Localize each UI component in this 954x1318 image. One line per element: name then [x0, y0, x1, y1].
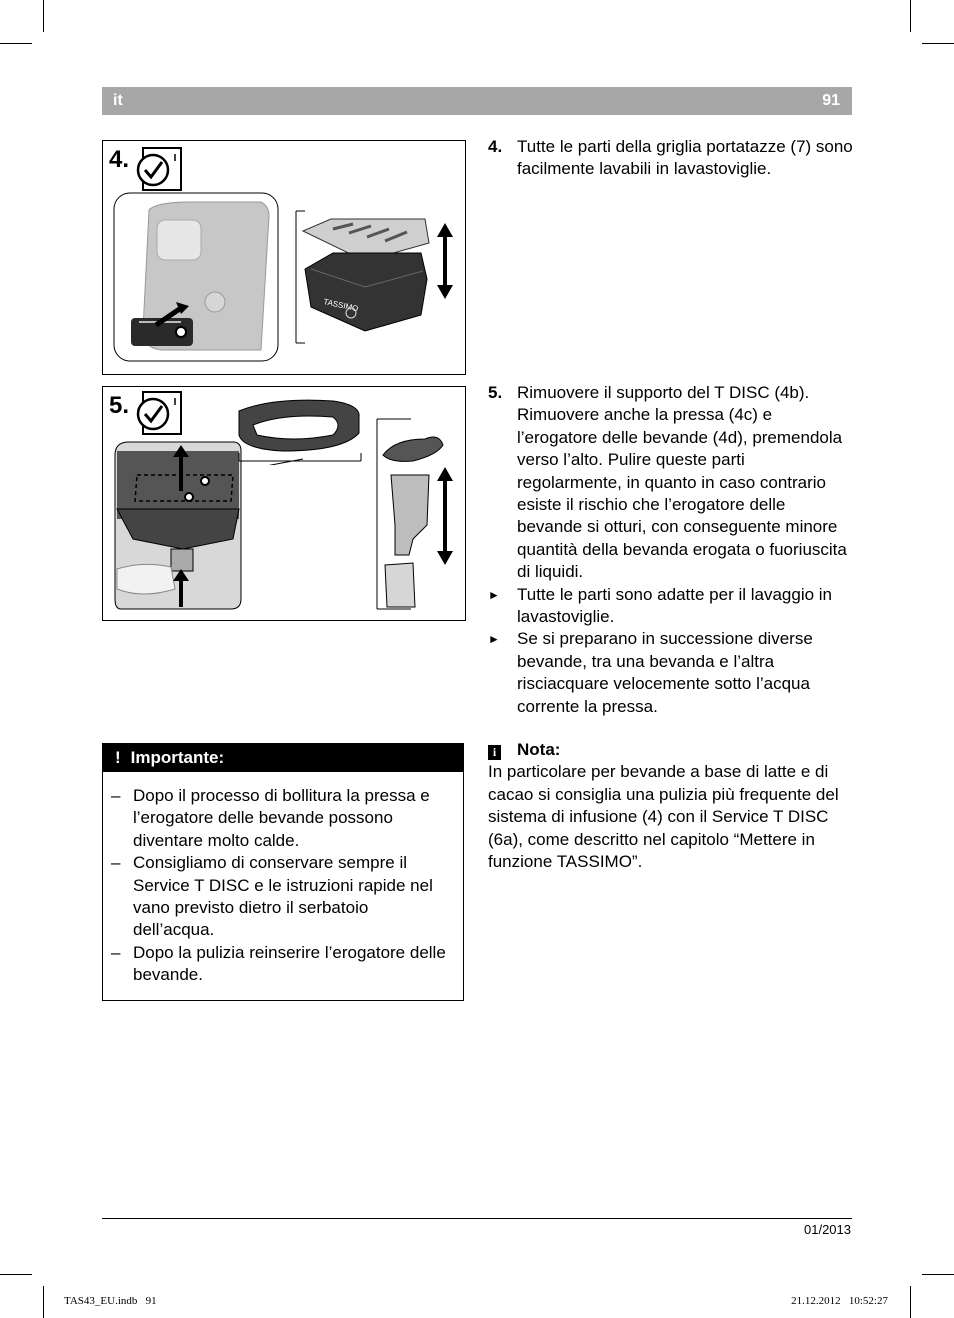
figure-5: [102, 386, 466, 621]
info-icon: i: [488, 745, 501, 760]
language-code: it: [113, 92, 123, 109]
step-text: Rimuovere il supporto del T DISC (4b). Rimuovere anche la pressa (4c) e l’erogatore delle bevande (4d), premendola verso l’alto. Pulire queste parti regolarmente, in quanto in caso contrario esiste il rischio che l’erogatore delle bevande si otturi, con conseguente minore quantità della bevanda erogata o fuoriuscita di liquidi.: [517, 383, 847, 582]
important-item: – Dopo la pulizia reinserire l’erogatore delle bevande.: [111, 942, 446, 985]
crop-mark: [0, 43, 32, 44]
note-text: In particolare per bevande a base di latte e di cacao si consiglia una pulizia più frequente del sistema di infusione (4) con il Service T DISC (6a), come descritto nel capitolo “Mettere in funzione TASSIMO”.: [488, 762, 839, 872]
important-title: Importante:: [130, 748, 225, 767]
important-item: – Consigliamo di conservare sempre il Service T DISC e le istruzioni rapide nel vano previsto dietro il serbatoio dell’acqua.: [111, 853, 433, 940]
page-number: 91: [822, 92, 840, 109]
triangle-bullet-icon: ►: [488, 632, 500, 647]
slug-file: TAS43_EU.indb 91: [64, 1295, 157, 1307]
step-5: [488, 382, 854, 584]
slug-timestamp: 21.12.2012 10:52:27: [791, 1295, 888, 1307]
dash-bullet: –: [111, 786, 121, 805]
step-number: 5.: [488, 383, 503, 402]
figure-number: 4.: [109, 146, 130, 173]
crop-mark: [43, 1286, 44, 1318]
figure-4: [102, 140, 466, 375]
important-list: [103, 772, 463, 987]
crop-mark: [922, 1274, 954, 1275]
drip-tray-illustration: [293, 207, 463, 347]
triangle-bullet-icon: ►: [488, 587, 500, 602]
important-box: [102, 743, 464, 1001]
page-header: [102, 87, 852, 115]
crop-mark: [922, 43, 954, 44]
note-block: [488, 739, 842, 873]
bullet-item: ► Se si preparano in successione diverse bevande, tra una bevanda e l’altra risciacquare velocemente sotto l’acqua corrente la pressa.: [488, 629, 813, 716]
footer-date-code: 01/2013: [804, 1222, 851, 1237]
step-number: 4.: [488, 137, 503, 156]
bullet-item: ► Tutte le parti sono adatte per il lavaggio in lavastoviglie.: [488, 584, 833, 627]
press-and-spout-illustration: [373, 415, 463, 615]
warning-mark: !: [115, 748, 121, 767]
step-5-block: [488, 382, 854, 718]
footer-rule: [102, 1218, 852, 1219]
crop-mark: [0, 1274, 32, 1275]
figure-number: 5.: [109, 392, 130, 419]
crop-mark: [910, 1286, 911, 1318]
dash-bullet: –: [111, 942, 121, 962]
note-title: Nota:: [517, 740, 561, 759]
crop-mark: [910, 0, 911, 32]
tray-brand-label: TASSIMO: [322, 297, 360, 314]
important-item: – Dopo il processo di bollitura la pressa e l’erogatore delle bevande possono diventare molto calde.: [111, 786, 430, 850]
dishwasher-check-icon: [133, 389, 185, 439]
coffee-machine-illustration: [111, 190, 281, 365]
crop-mark: [43, 0, 44, 32]
dishwasher-check-icon: [133, 145, 185, 195]
important-header: [103, 744, 463, 772]
step-text: Tutte le parti della griglia portatazze (7) sono facilmente lavabili in lavastoviglie.: [517, 137, 853, 179]
step-4: [488, 136, 854, 181]
dash-bullet: –: [111, 853, 121, 873]
